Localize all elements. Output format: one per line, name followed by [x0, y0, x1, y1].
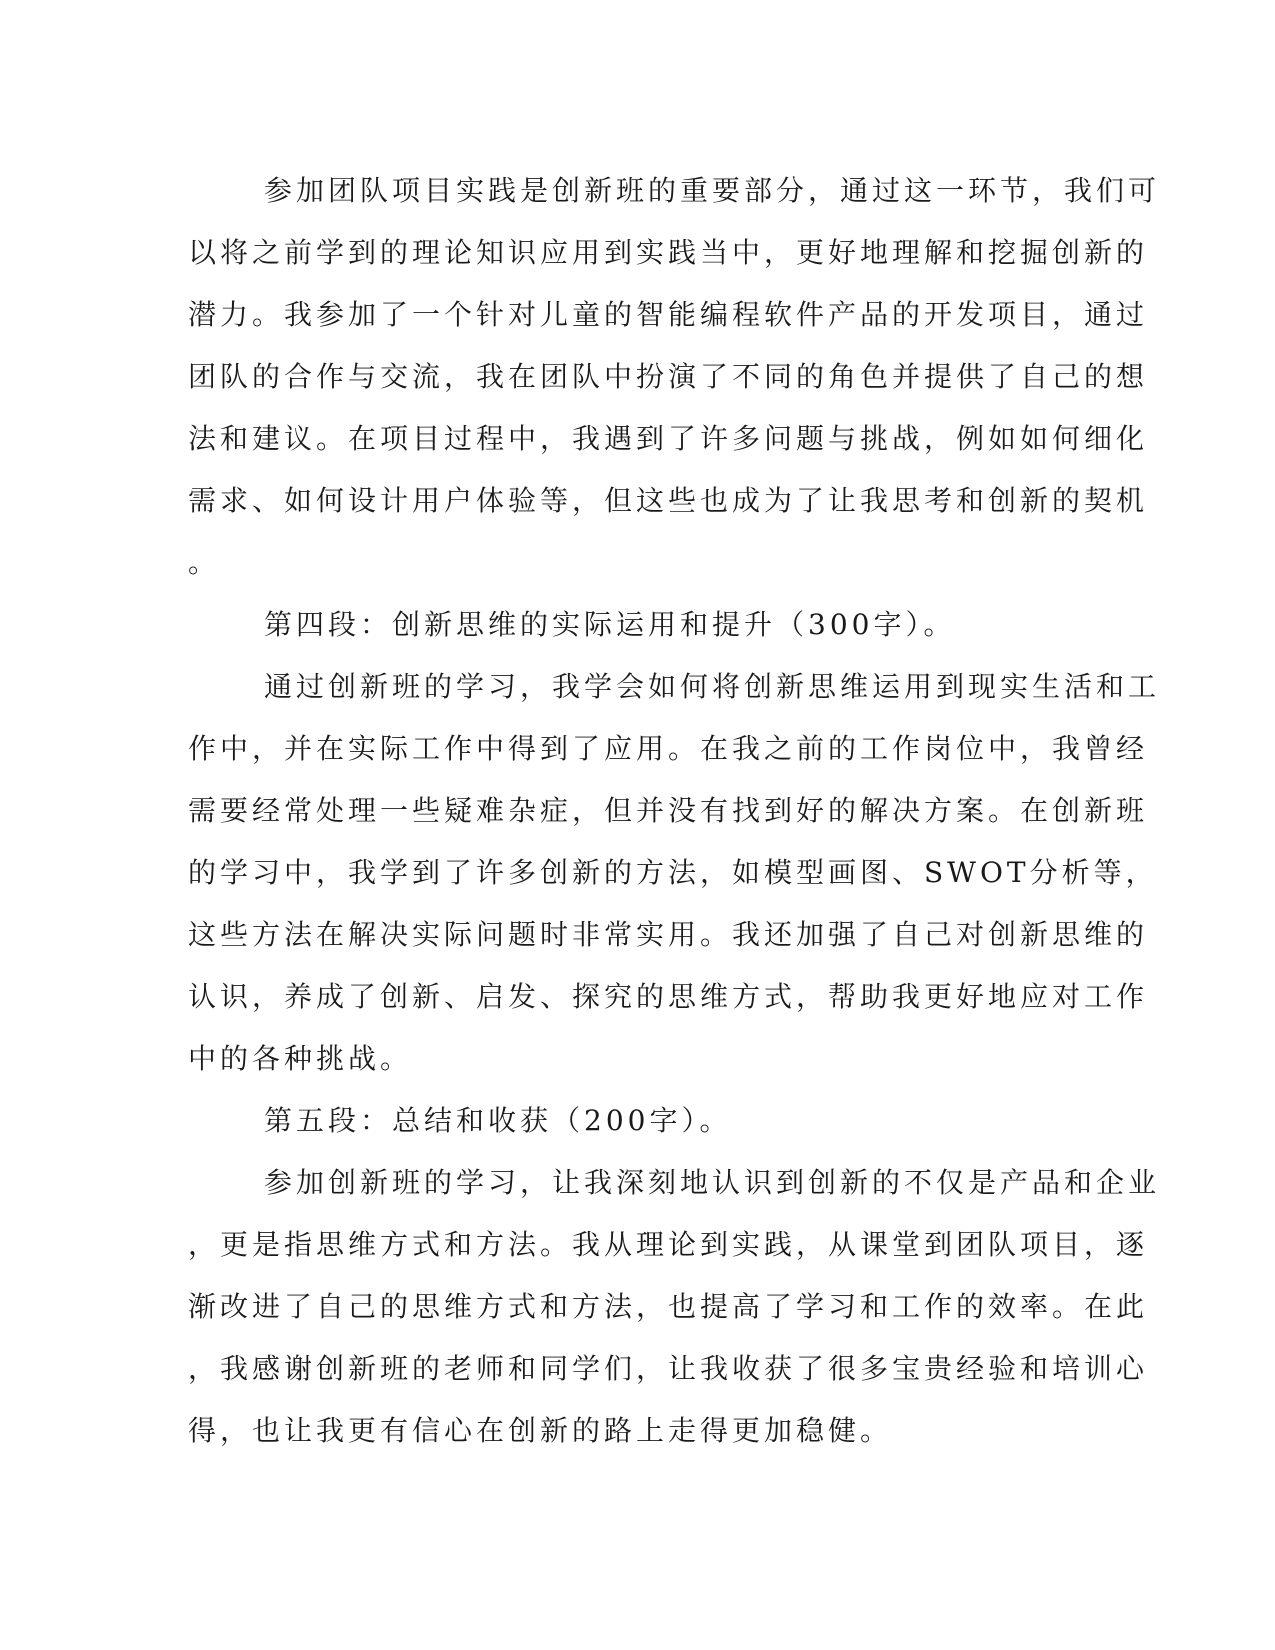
- text-line: ，更是指思维方式和方法。我从理论到实践，从课堂到团队项目，逐: [188, 1228, 1149, 1261]
- text-line: 这些方法在解决实际问题时非常实用。我还加强了自己对创新思维的: [188, 918, 1149, 951]
- text-line: 第四段：创新思维的实际运用和提升（300字）。: [264, 608, 956, 641]
- text-line: 渐改进了自己的思维方式和方法，也提高了学习和工作的效率。在此: [188, 1290, 1149, 1323]
- text-line: 认识，养成了创新、启发、探究的思维方式，帮助我更好地应对工作: [188, 980, 1149, 1013]
- text-line: 法和建议。在项目过程中，我遇到了许多问题与挑战，例如如何细化: [188, 422, 1149, 455]
- text-line: ，我感谢创新班的老师和同学们，让我收获了很多宝贵经验和培训心: [188, 1352, 1149, 1385]
- text-line: 。: [188, 546, 221, 579]
- text-line: 的学习中，我学到了许多创新的方法，如模型画图、SWOT分析等，: [188, 856, 1158, 889]
- text-line: 作中，并在实际工作中得到了应用。在我之前的工作岗位中，我曾经: [188, 732, 1149, 765]
- text-line: 通过创新班的学习，我学会如何将创新思维运用到现实生活和工: [264, 670, 1161, 703]
- text-line: 潜力。我参加了一个针对儿童的智能编程软件产品的开发项目，通过: [188, 298, 1149, 331]
- document-body: [188, 160, 1161, 1462]
- text-line: 中的各种挑战。: [188, 1042, 413, 1075]
- text-line: 需求、如何设计用户体验等，但这些也成为了让我思考和创新的契机: [188, 484, 1149, 517]
- text-line: 参加团队项目实践是创新班的重要部分，通过这一环节，我们可: [264, 174, 1161, 207]
- text-line: 以将之前学到的理论知识应用到实践当中，更好地理解和挖掘创新的: [188, 236, 1149, 269]
- text-line: 得，也让我更有信心在创新的路上走得更加稳健。: [188, 1414, 893, 1447]
- text-line: 第五段：总结和收获（200字）。: [264, 1104, 732, 1137]
- text-line: 需要经常处理一些疑难杂症，但并没有找到好的解决方案。在创新班: [188, 794, 1149, 827]
- text-line: 参加创新班的学习，让我深刻地认识到创新的不仅是产品和企业: [264, 1166, 1161, 1199]
- text-line: 团队的合作与交流，我在团队中扮演了不同的角色并提供了自己的想: [188, 360, 1149, 393]
